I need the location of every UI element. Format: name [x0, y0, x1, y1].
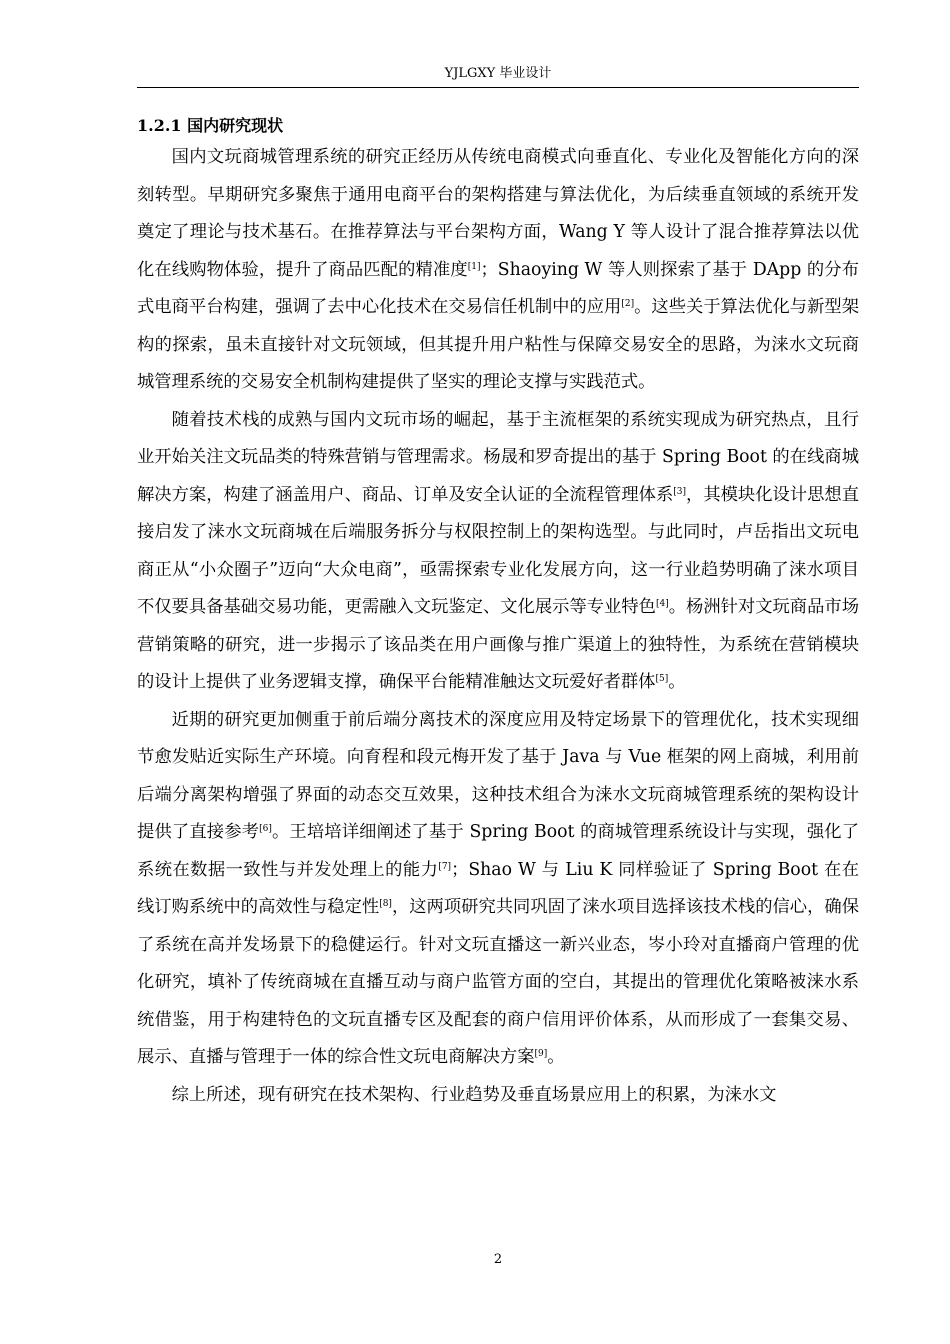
body-text	[137, 139, 859, 1114]
body-paragraph	[137, 402, 859, 702]
body-paragraph	[137, 1077, 859, 1115]
section-heading: 1.2.1 国内研究现状	[137, 116, 284, 135]
body-paragraph	[137, 139, 859, 402]
paragraph-text: 。王培培详细阐述了基于 Spring Boot 的商城管理系统设计与实现，强化了系统在数据一致性与并发处理上的能力	[137, 822, 859, 880]
citation-ref: [3]	[673, 486, 686, 497]
paragraph-text: ；Shao W 与 Liu K 同样验证了 Spring Boot 在在线订购系统中的高效性与稳定性	[137, 859, 859, 917]
citation-ref: [6]	[259, 824, 272, 834]
paragraph-text: 。这些关于算法优化与新型架构的探索，虽未直接针对文玩领域，但其提升用户粘性与保障交易安全的思路，为涞水文玩商城管理系统的交易安全机制构建提供了坚实的理论支撑与实践范式。	[137, 297, 859, 392]
paragraph-text: 综上所述，现有研究在技术架构、行业趋势及垂直场景应用上的积累，为涞水文	[171, 1084, 777, 1105]
paragraph-text: ；Shaoying W 等人则探索了基于 DApp 的分布式电商平台构建，强调了去中心化技术在交易信任机制中的应用	[137, 259, 859, 317]
page-number: 2	[493, 1252, 503, 1267]
page-content	[137, 113, 859, 1114]
citation-ref: [4]	[655, 599, 669, 609]
citation-ref: [1]	[467, 261, 481, 272]
header-rule	[137, 87, 859, 88]
paragraph-text: 近期的研究更加侧重于前后端分离技术的深度应用及特定场景下的管理优化，技术实现细节愈发贴近实际生产环境。向育程和段元梅开发了基于 Java 与 Vue 框架的网上商城，利用前后端分离架构增强了界面的动态交互效果，这种技术组合为涞水文玩商城管理系统的架构设计提供了直接参考	[137, 709, 859, 842]
paragraph-text: ，这两项研究共同巩固了涞水项目选择该技术栈的信心，确保了系统在高并发场景下的稳健运行。针对文玩直播这一新兴业态，岑小玲对直播商户管理的优化研究，填补了传统商城在直播互动与商户监管方面的空白，其提出的管理优化策略被涞水系统借鉴，用于构建特色的文玩直播专区及配套的商户信用评价体系，从而形成了一套集交易、展示、直播与管理于一体的综合性文玩电商解决方案	[137, 897, 859, 1067]
paragraph-text: 。	[547, 1047, 565, 1067]
citation-ref: [9]	[534, 1049, 548, 1059]
paragraph-text: 国内文玩商城管理系统的研究正经历从传统电商模式向垂直化、专业化及智能化方向的深刻转型。早期研究多聚焦于通用电商平台的架构搭建与算法优化，为后续垂直领域的系统开发奠定了理论与技术基石。在推荐算法与平台架构方面，Wang Y 等人设计了混合推荐算法以优化在线购物体验，提升了商品匹配的精准度	[137, 147, 859, 280]
paragraph-text: ，其模块化设计思想直接启发了涞水文玩商城在后端服务拆分与权限控制上的架构选型。与此同时，卢岳指出文玩电商正从“小众圈子”迈向“大众电商”，亟需探索专业化发展方向，这一行业趋势明确了涞水项目不仅要具备基础交易功能，更需融入文玩鉴定、文化展示等专业特色	[137, 484, 859, 617]
citation-ref: [7]	[438, 861, 452, 872]
paragraph-text: 随着技术栈的成熟与国内文玩市场的崛起，基于主流框架的系统实现成为研究热点，且行业开始关注文玩品类的特殊营销与管理需求。杨晟和罗奇提出的基于 Spring Boot 的在线商城解决方案，构建了涵盖用户、商品、订单及安全认证的全流程管理体系	[137, 409, 859, 505]
paragraph-text: 。杨洲针对文玩商品市场营销策略的研究，进一步揭示了该品类在用户画像与推广渠道上的独特性，为系统在营销模块的设计上提供了业务逻辑支撑，确保平台能精准触达文玩爱好者群体	[137, 597, 859, 692]
citation-ref: [5]	[655, 674, 669, 684]
citation-ref: [8]	[379, 899, 392, 909]
page-header: YJLGXY 毕业设计	[444, 66, 552, 81]
citation-ref: [2]	[621, 299, 635, 309]
paragraph-text: 。	[668, 672, 686, 692]
body-paragraph	[137, 702, 859, 1077]
